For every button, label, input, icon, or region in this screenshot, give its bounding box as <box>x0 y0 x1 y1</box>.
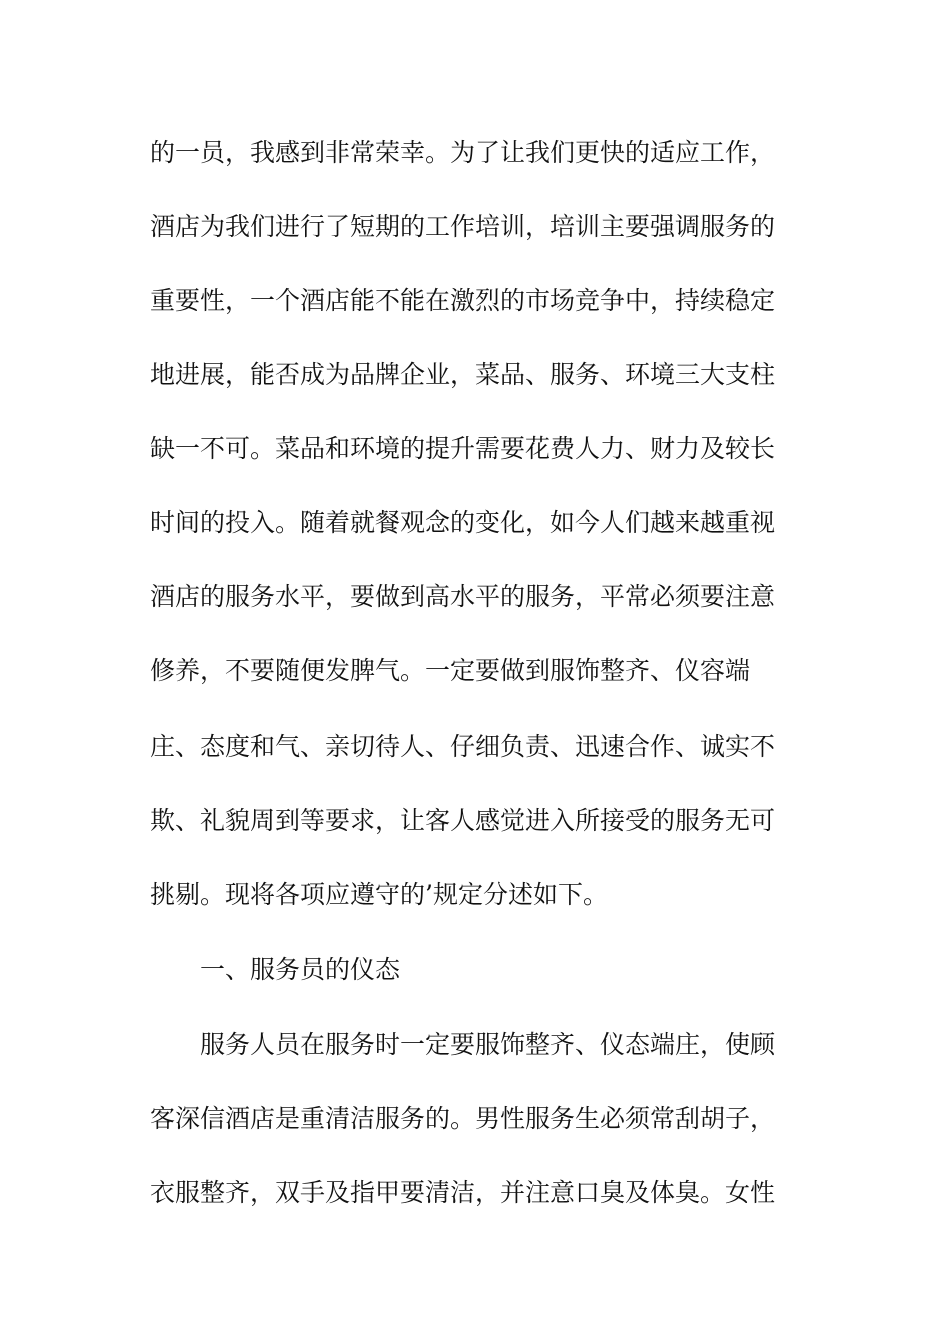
paragraph-line: 的一员，我感到非常荣幸。为了让我们更快的适应工作， <box>150 138 776 167</box>
paragraph-line: 挑剔。现将各项应遵守的’规定分述如下。 <box>150 880 608 909</box>
paragraph-line: 缺一不可。菜品和环境的提升需要花费人力、财力及较长 <box>150 434 776 463</box>
paragraph-line: 庄、态度和气、亲切待人、仔细负责、迅速合作、诚实不 <box>150 732 776 761</box>
paragraph-line: 客深信酒店是重清洁服务的。男性服务生必须常刮胡子， <box>150 1104 776 1133</box>
paragraph-line: 酒店的服务水平，要做到高水平的服务，平常必须要注意 <box>150 582 776 611</box>
paragraph-line: 衣服整齐，双手及指甲要清洁，并注意口臭及体臭。女性 <box>150 1178 776 1207</box>
paragraph-line: 地进展，能否成为品牌企业，菜品、服务、环境三大支柱 <box>150 360 776 389</box>
paragraph-line: 时间的投入。随着就餐观念的变化，如今人们越来越重视 <box>150 508 776 537</box>
paragraph-line: 服务人员在服务时一定要服饰整齐、仪态端庄，使顾 <box>200 1030 776 1059</box>
paragraph-line: 重要性，一个酒店能不能在激烈的市场竞争中，持续稳定 <box>150 286 776 315</box>
paragraph-line: 欺、礼貌周到等要求，让客人感觉进入所接受的服务无可 <box>150 806 776 835</box>
paragraph-line: 酒店为我们进行了短期的工作培训，培训主要强调服务的 <box>150 212 776 241</box>
paragraph-line: 修养，不要随便发脾气。一定要做到服饰整齐、仪容端 <box>150 656 751 685</box>
section-heading: 一、服务员的仪态 <box>200 955 401 984</box>
